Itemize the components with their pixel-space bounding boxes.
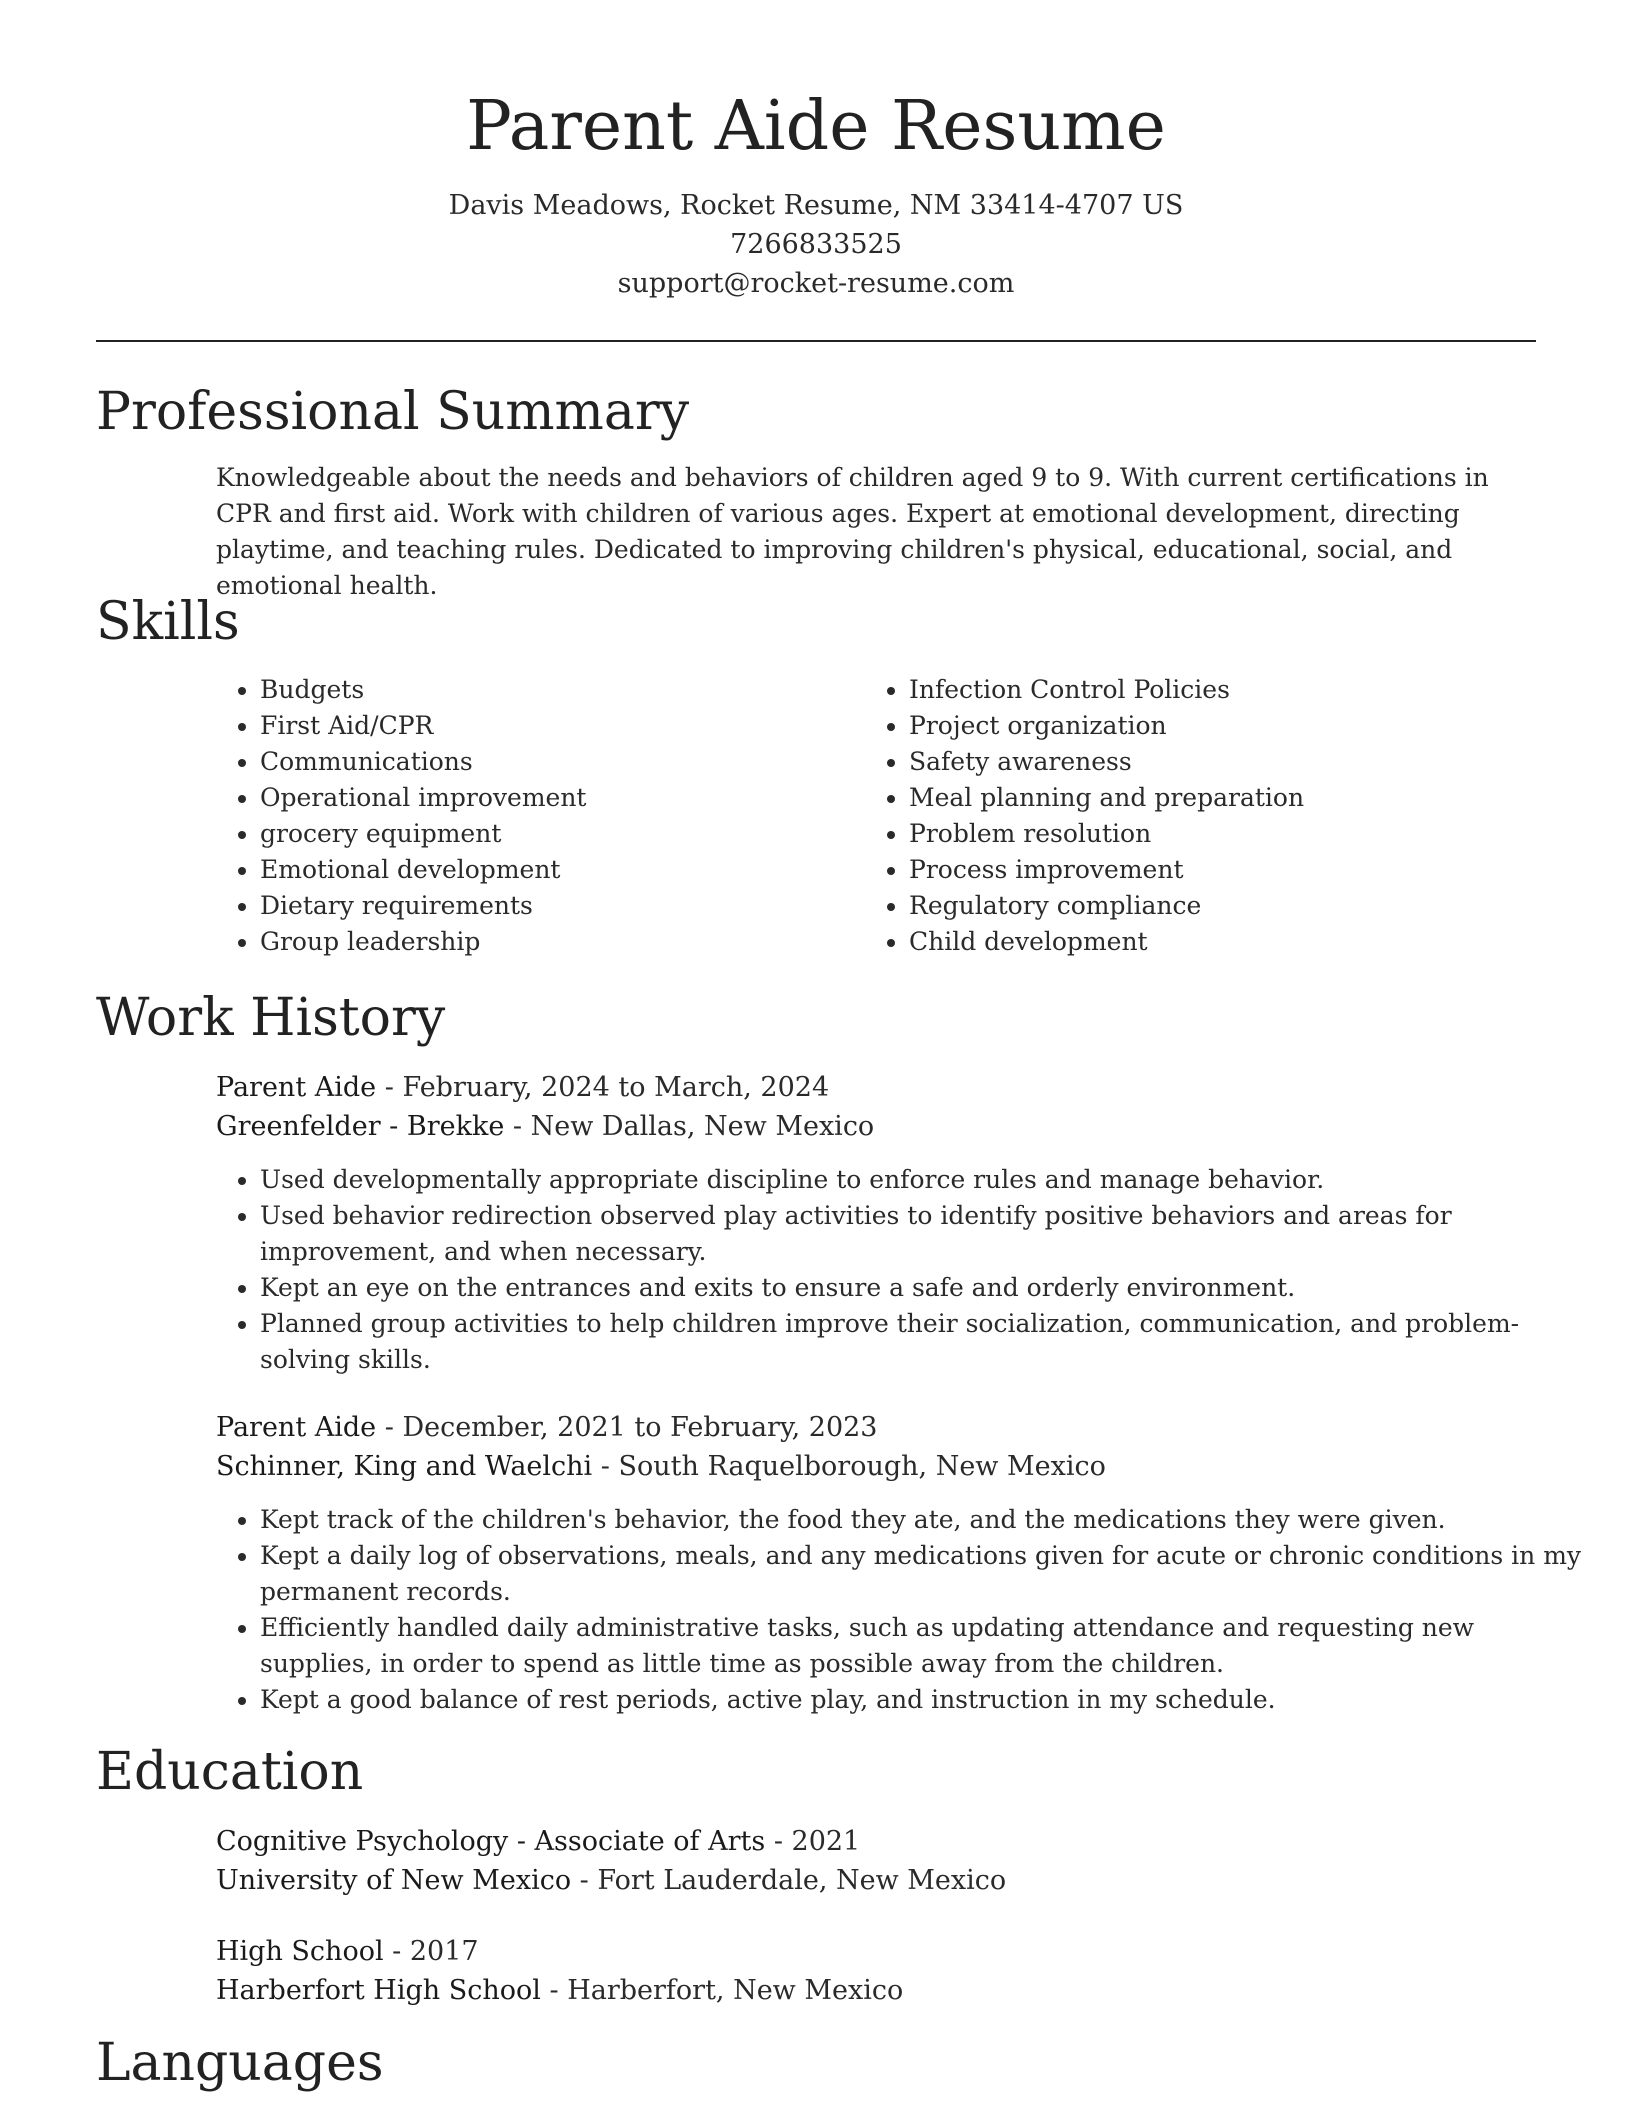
job-company-line <box>216 1107 1546 1147</box>
section-heading-summary: Professional Summary <box>96 382 690 442</box>
header-divider <box>96 340 1536 342</box>
section-heading-work-history: Work History <box>96 988 446 1048</box>
list-item: • Infection Control Policies <box>909 672 1549 708</box>
education-degree-line <box>216 1822 1546 1862</box>
list-item: • Kept track of the children's behavior, the food they ate, and the medications they were given. <box>260 1502 1590 1538</box>
job-title: Parent Aide <box>216 1072 377 1103</box>
resume-header <box>0 0 1632 303</box>
education-degree: High School <box>216 1936 384 1967</box>
education-school-line <box>216 1861 1546 1901</box>
education-school: University of New Mexico <box>216 1865 572 1896</box>
list-item: • Group leadership <box>260 924 860 960</box>
education-degree-line <box>216 1932 1546 1972</box>
list-item: • grocery equipment <box>260 816 860 852</box>
job-company: Greenfelder - Brekke <box>216 1111 505 1142</box>
list-item: • Emotional development <box>260 852 860 888</box>
education-school-line <box>216 1971 1546 2011</box>
list-item: • Kept an eye on the entrances and exits to ensure a safe and orderly environment. <box>260 1270 1590 1306</box>
list-item: • Used developmentally appropriate discipline to enforce rules and manage behavior. <box>260 1162 1590 1198</box>
skills-list-right <box>865 672 1549 960</box>
list-item: • Efficiently handled daily administrative tasks, such as updating attendance and requesting new supplies, in order to spend as little time as possible away from the children. <box>260 1610 1590 1682</box>
list-item: • Process improvement <box>909 852 1549 888</box>
job-dates: - December, 2021 to February, 2023 <box>376 1412 878 1443</box>
education-year: - 2017 <box>383 1936 479 1967</box>
list-item: • Project organization <box>909 708 1549 744</box>
job-location: - South Raquelborough, New Mexico <box>592 1451 1106 1482</box>
education-year: - 2021 <box>765 1826 861 1857</box>
education-location: - Fort Lauderdale, New Mexico <box>571 1865 1007 1896</box>
job-location: - New Dallas, New Mexico <box>504 1111 875 1142</box>
contact-email: support@rocket-resume.com <box>617 268 1015 299</box>
list-item: • Kept a daily log of observations, meals, and any medications given for acute or chronic conditions in my permanent records. <box>260 1538 1590 1610</box>
education-school: Harberfort High School <box>216 1975 541 2006</box>
list-item: • Budgets <box>260 672 860 708</box>
job-dates: - February, 2024 to March, 2024 <box>376 1072 830 1103</box>
list-item: • First Aid/CPR <box>260 708 860 744</box>
contact-address: Davis Meadows, Rocket Resume, NM 33414-4707 US <box>448 190 1184 221</box>
list-item: • Planned group activities to help children improve their socialization, communication, and problem-solving skills. <box>260 1306 1590 1378</box>
contact-phone: 7266833525 <box>730 229 902 260</box>
skills-list-left <box>216 672 860 960</box>
list-item: • Safety awareness <box>909 744 1549 780</box>
job-company-line <box>216 1447 1546 1487</box>
section-heading-languages: Languages <box>96 2033 384 2093</box>
education-degree: Cognitive Psychology - Associate of Arts <box>216 1826 766 1857</box>
list-item: • Meal planning and preparation <box>909 780 1549 816</box>
list-item: • Kept a good balance of rest periods, active play, and instruction in my schedule. <box>260 1682 1590 1718</box>
list-item: • Used behavior redirection observed play activities to identify positive behaviors and areas for improvement, and when necessary. <box>260 1198 1590 1270</box>
job-bullets <box>216 1502 1590 1718</box>
education-location: - Harberfort, New Mexico <box>540 1975 904 2006</box>
job-title-line <box>216 1068 1546 1108</box>
job-bullets <box>216 1162 1590 1378</box>
summary-text: Knowledgeable about the needs and behaviors of children aged 9 to 9. With current certifications in CPR and first aid. Work with children of various ages. Expert at emotional development, directing playtime, and teaching rules. Dedicated to improving children's physical, educational, social, and emotional health. <box>216 463 1489 600</box>
list-item: • Regulatory compliance <box>909 888 1549 924</box>
list-item: • Operational improvement <box>260 780 860 816</box>
list-item: • Dietary requirements <box>260 888 860 924</box>
job-company: Schinner, King and Waelchi <box>216 1451 593 1482</box>
section-heading-skills: Skills <box>96 592 240 652</box>
job-title: Parent Aide <box>216 1412 377 1443</box>
list-item: • Communications <box>260 744 860 780</box>
list-item: • Child development <box>909 924 1549 960</box>
job-title-line <box>216 1408 1546 1448</box>
list-item: • Problem resolution <box>909 816 1549 852</box>
section-heading-education: Education <box>96 1742 364 1802</box>
page-title: Parent Aide Resume <box>466 87 1166 166</box>
